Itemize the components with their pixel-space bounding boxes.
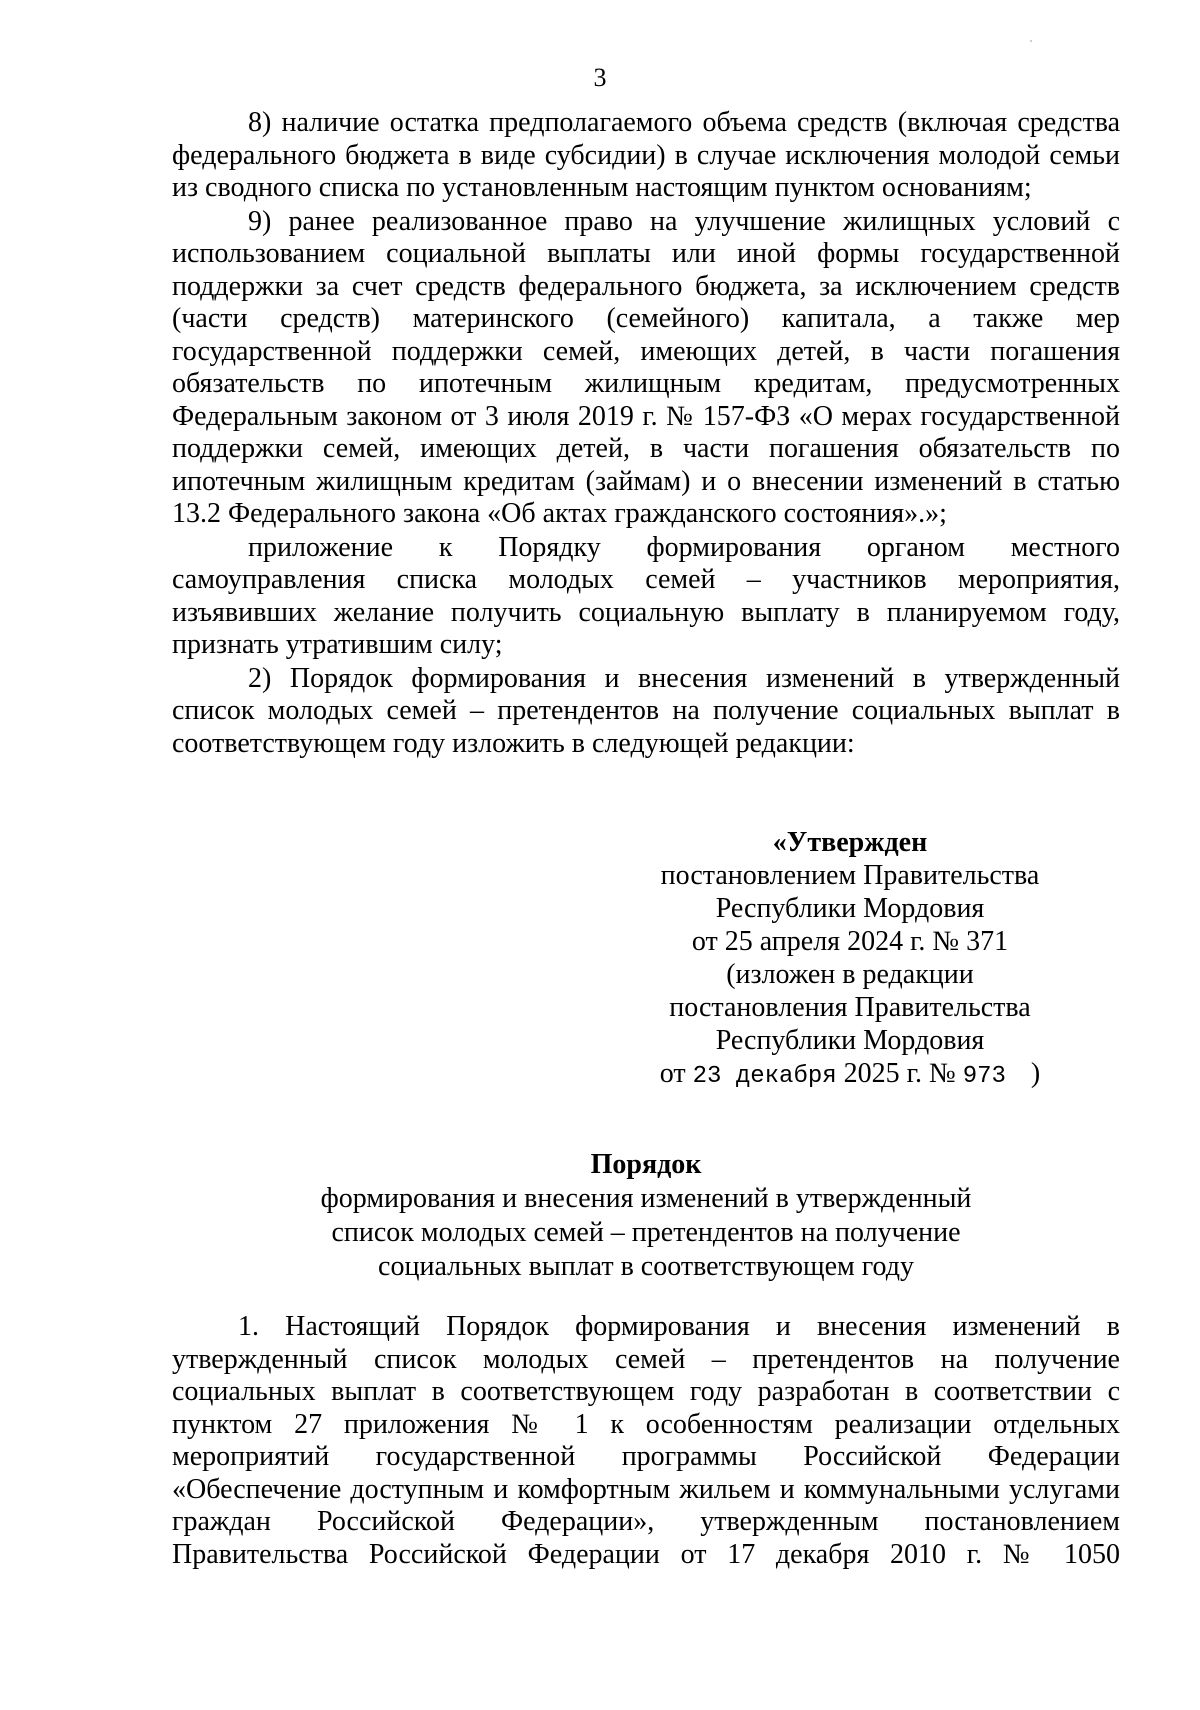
document-subtitle-line: список молодых семей – претендентов на получение — [331, 1217, 961, 1248]
document-title: Порядок — [590, 1149, 702, 1180]
approval-line: (изложен в редакции — [726, 959, 974, 990]
document-subtitle-line: социальных выплат в соответствующем году — [378, 1251, 914, 1282]
document-title-block — [172, 1148, 1120, 1284]
approval-stamp-block — [640, 826, 1060, 1093]
approval-line: Республики Мордовия — [715, 1025, 985, 1056]
approval-line: постановлением Правительства — [660, 860, 1040, 891]
paragraph-appendix-repeal: приложение к Порядку формирования органом местного самоуправления списка молодых семей – участников мероприятия, изъявивших желание получить социальную выплату в планируемом году, признать утратившим силу; — [172, 531, 1120, 660]
paragraph-point-1: 1. Настоящий Порядок формирования и внесения изменений в утвержденный список молодых семей – претендентов на получение социальных выплат в соответствующем году разработан в соответствии с пунктом 27 приложения № 1 к особенностям реализации отдельных мероприятий государственной программы Российской Федерации «Обеспечение доступным и комфортным жильем и коммунальными услугами граждан Российской Федерации», утвержденным постановлением Правительства Российской Федерации от 17 декабря 2010 г. № 1050 — [172, 1311, 1120, 1570]
body-text-top — [172, 107, 1120, 760]
approval-line: от 25 апреля 2024 г. № 371 — [691, 926, 1009, 957]
paragraph-item-9: 9) ранее реализованное право на улучшение жилищных условий с использованием социальной выплаты или иной формы государственной поддержки за счет средств федерального бюджета, за исключением средств (части средств) материнского (семейного) капитала, а также мер государственной поддержки семей, имеющих детей, в части погашения обязательств по ипотечным жилищным кредитам, предусмотренных Федеральным законом от 3 июля 2019 г. № 157-ФЗ «О мерах государственной поддержки семей, имеющих детей, в части погашения обязательств по ипотечным жилищным кредитам (займам) и о внесении изменений в статью 13.2 Федерального закона «Об актах гражданского состояния».»; — [172, 205, 1120, 529]
paragraph-item-2: 2) Порядок формирования и внесения изменений в утвержденный список молодых семей – претендентов на получение социальных выплат в соответствующем году изложить в следующей редакции: — [172, 662, 1120, 759]
scan-speck — [1030, 40, 1032, 42]
page-number: 3 — [593, 63, 607, 92]
document-subtitle-line: формирования и внесения изменений в утвержденный — [320, 1183, 972, 1214]
approval-line: постановления Правительства — [669, 992, 1031, 1023]
approval-line: Республики Мордовия — [715, 893, 985, 924]
approval-date-line — [640, 1057, 1060, 1093]
paragraph-item-8: 8) наличие остатка предполагаемого объема средств (включая средства федерального бюджета в виде субсидии) в случае исключения молодой семьи из сводного списка по установленным настоящим пунктом основаниям; — [172, 107, 1120, 203]
approval-closing-paren: ) — [1030, 1058, 1041, 1089]
approval-date-prefix: от — [659, 1058, 686, 1089]
body-text-bottom — [172, 1311, 1120, 1571]
approval-date: 23 декабря — [692, 1063, 837, 1090]
approval-number: 973 — [962, 1063, 1006, 1090]
approval-year: 2025 г. № — [843, 1058, 956, 1089]
approval-heading: «Утвержден — [772, 827, 928, 858]
